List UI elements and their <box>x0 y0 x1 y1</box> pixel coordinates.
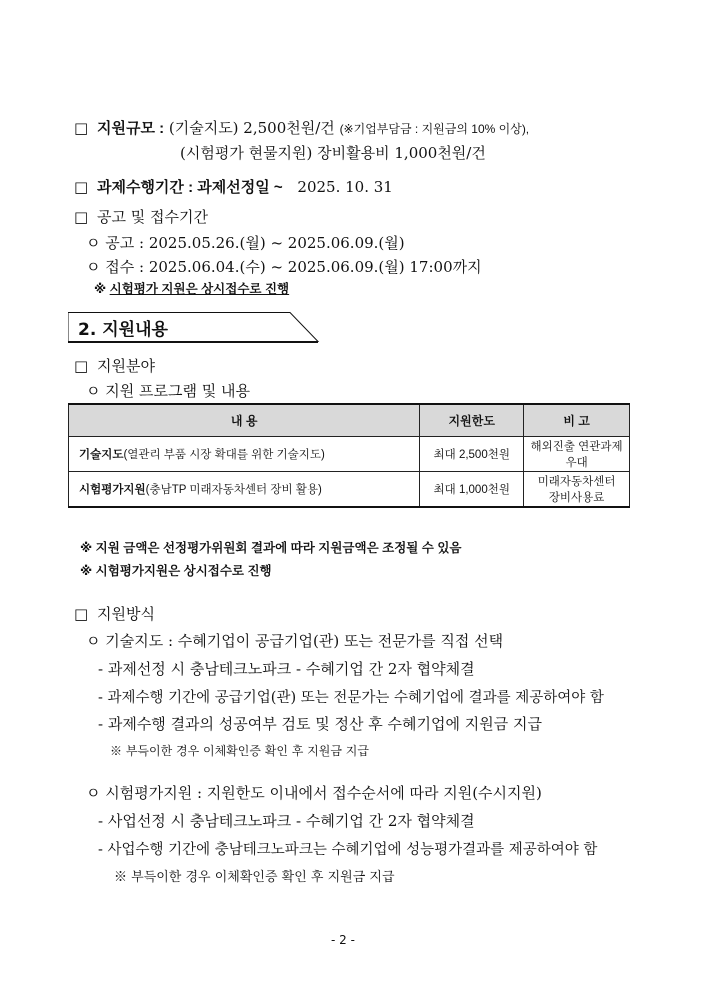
field-title: 지원분야 <box>96 357 155 375</box>
table-header-content: 내 용 <box>69 404 420 437</box>
method-tech-note: ※ 부득이한 경우 이체확인증 확인 후 지원금 지급 <box>110 744 369 758</box>
table-header-limit: 지원한도 <box>420 404 524 437</box>
table-cell-limit: 최대 1,000천원 <box>420 472 524 508</box>
table-cell-content <box>69 472 420 508</box>
table-row <box>69 437 630 472</box>
table-note: ※ 지원 금액은 선정평가위원회 결과에 따라 지원금액은 조정될 수 있음 <box>80 541 462 555</box>
checkbox-bullet-icon: □ <box>74 119 89 137</box>
method-title: 지원방식 <box>96 605 155 623</box>
table-row <box>69 472 630 508</box>
announce-item: ㅇ 공고 : 2025.05.26.(월) ~ 2025.06.09.(월) <box>86 234 405 252</box>
project-period-value: 2025. 10. 31 <box>297 178 393 196</box>
method-test-head: ㅇ 시험평가지원 : 지원한도 이내에서 접수순서에 따라 지원(수시지원) <box>86 784 542 802</box>
support-scale-line1 <box>74 117 529 138</box>
checkbox-bullet-icon: □ <box>74 357 89 375</box>
section-number: 2. <box>78 320 97 340</box>
table-note: ※ 시험평가지원은 상시접수로 진행 <box>80 564 272 578</box>
note-line: 우대 <box>565 457 588 469</box>
note-line: 해외진출 연관과제 <box>530 441 623 453</box>
method-test-note: ※ 부득이한 경우 이체확인증 확인 후 지원금 지급 <box>114 870 395 885</box>
row-name-rest: (열관리 부품 시장 확대를 위한 기술지도) <box>123 449 325 461</box>
field-heading <box>74 355 155 376</box>
field-sub: ㅇ 지원 프로그램 및 내용 <box>86 382 250 400</box>
table-cell-note <box>524 437 630 472</box>
project-period-label: 과제수행기간 : 과제선정일 ~ <box>96 179 283 196</box>
note-line: 미래자동차센터 <box>537 476 616 488</box>
note-mark: ※ <box>94 282 107 296</box>
page-number: - 2 - <box>331 933 355 947</box>
method-heading <box>74 603 155 624</box>
announce-item: ㅇ 접수 : 2025.06.04.(수) ~ 2025.06.09.(월) 17:00까지 <box>86 258 482 276</box>
checkbox-bullet-icon: □ <box>74 605 89 623</box>
method-tech-item: - 과제수행 결과의 성공여부 검토 및 정산 후 수혜기업에 지원금 지급 <box>98 715 542 733</box>
row-name-rest: (충남TP 미래자동차센터 장비 활용) <box>145 484 322 496</box>
method-tech-item: - 과제수행 기간에 공급기업(관) 또는 전문가는 수혜기업에 결과를 제공하여야 함 <box>98 690 604 706</box>
table-header-note: 비 고 <box>524 404 630 437</box>
table-header-row <box>69 404 630 437</box>
note-line: 장비사용료 <box>548 492 605 504</box>
checkbox-bullet-icon: □ <box>74 208 89 226</box>
table-cell-content <box>69 437 420 472</box>
row-name-bold: 시험평가지원 <box>79 484 146 496</box>
project-period <box>74 176 393 197</box>
support-scale-label: 지원규모 : <box>96 120 165 137</box>
announce-heading <box>74 206 208 227</box>
section-header <box>68 312 318 342</box>
support-table <box>68 403 630 508</box>
announce-note <box>94 279 289 297</box>
support-scale-line2: (시험평가 현물지원) 장비활용비 1,000천원/건 <box>180 144 486 162</box>
table-cell-note <box>524 472 630 508</box>
checkbox-bullet-icon: □ <box>74 178 89 196</box>
row-name-bold: 기술지도 <box>79 449 124 461</box>
section-title <box>78 315 168 340</box>
method-test-item: - 사업수행 기간에 충남테크노파크는 수혜기업에 성능평가결과를 제공하여야 함 <box>98 842 598 858</box>
support-scale-note: (※기업부담금 : 지원금의 10% 이상), <box>339 122 530 136</box>
section-title-text: 지원내용 <box>102 320 168 340</box>
announce-title: 공고 및 접수기간 <box>96 208 208 226</box>
method-tech-item: - 과제선정 시 충남테크노파크 - 수혜기업 간 2자 협약체결 <box>98 660 475 678</box>
support-scale-main: (기술지도) 2,500천원/건 <box>168 119 335 137</box>
table-cell-limit: 최대 2,500천원 <box>420 437 524 472</box>
announce-note-text: 시험평가 지원은 상시접수로 진행 <box>109 282 290 296</box>
method-tech-head: ㅇ 기술지도 : 수혜기업이 공급기업(관) 또는 전문가를 직접 선택 <box>86 632 504 650</box>
method-test-item: - 사업선정 시 충남테크노파크 - 수혜기업 간 2자 협약체결 <box>98 812 475 830</box>
